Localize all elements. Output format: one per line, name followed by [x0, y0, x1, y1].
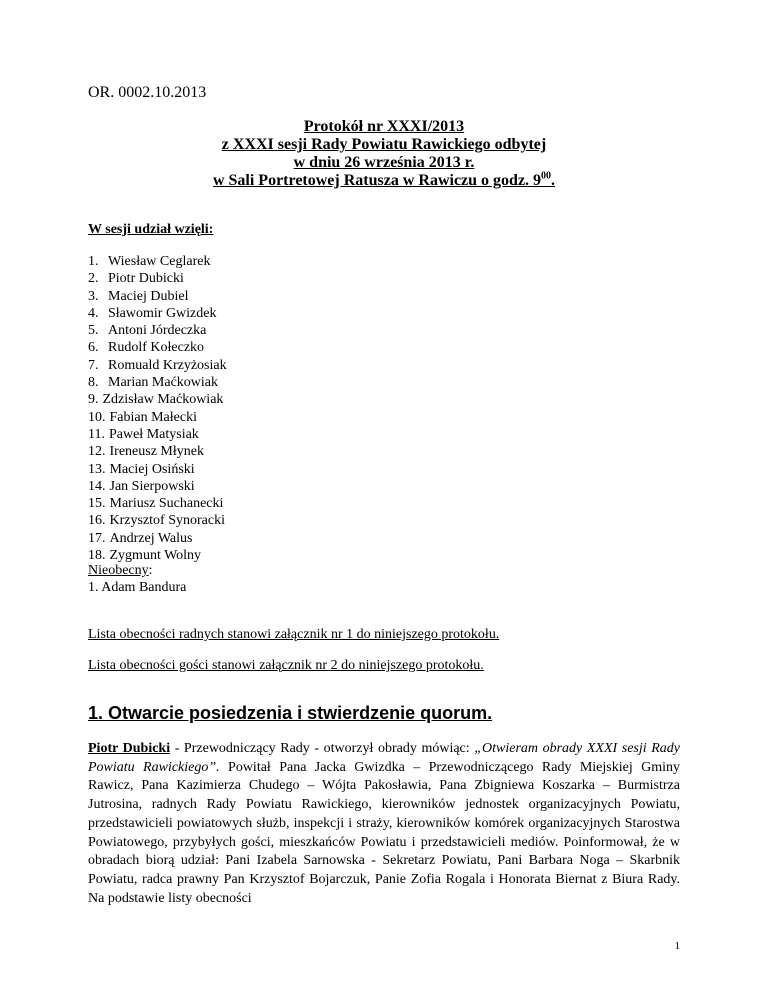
list-item: 14. Jan Sierpowski — [88, 478, 195, 494]
list-item: 10. Fabian Małecki — [88, 409, 197, 425]
list-item: 18. Zygmunt Wolny — [88, 548, 202, 564]
list-item: 13. Maciej Osiński — [88, 461, 195, 477]
opening-quote: „Otwieram obrady XXXI sesji Rady Powiatu Rawickiego”. — [88, 741, 680, 775]
title-line-4-end: . — [551, 172, 556, 189]
speaker-intro: - Przewodniczący Rady - otworzył obrady mówiąc: — [170, 741, 475, 756]
absent-member: 1. Adam Bandura — [88, 580, 187, 595]
page-number: 1 — [674, 940, 680, 952]
list-item: 3. Maciej Dubiel — [88, 288, 189, 304]
list-item: 11. Paweł Matysiak — [88, 426, 199, 442]
list-item: 17. Andrzej Walus — [88, 530, 193, 546]
absent-label-text: Nieobecny — [88, 563, 149, 578]
list-item: 2. Piotr Dubicki — [88, 271, 184, 287]
title-line-4 — [88, 172, 680, 190]
attachment-note-councillors: Lista obecności radnych stanowi załącznik nr 1 do niniejszego protokołu. — [88, 627, 500, 642]
list-item: 4. Sławomir Gwizdek — [88, 305, 217, 321]
list-item: 8. Marian Maćkowiak — [88, 375, 219, 391]
section-body-paragraph — [88, 740, 680, 908]
list-item: 16. Krzysztof Synoracki — [88, 513, 225, 529]
list-item: 6. Rudolf Kołeczko — [88, 340, 205, 356]
attendee-list — [88, 253, 227, 564]
list-item: 1. Wiesław Ceglarek — [88, 254, 211, 269]
attendance-heading: W sesji udział wzięli: — [88, 222, 214, 237]
list-item: 15. Mariusz Suchanecki — [88, 496, 224, 512]
absent-label: Nieobecny: — [88, 563, 153, 578]
protocol-title — [88, 118, 680, 190]
title-line-2: z XXXI sesji Rady Powiatu Rawickiego odbytej — [221, 136, 547, 153]
title-time-superscript: 00 — [541, 170, 552, 182]
title-line-3: w dniu 26 września 2013 r. — [293, 154, 475, 171]
title-line-1: Protokół nr XXXI/2013 — [303, 118, 465, 135]
paragraph-body: Powitał Pana Jacka Gwizdka – Przewodniczącego Rady Miejskiej Gminy Rawicz, Pana Kazimierza Chudego – Wójta Pakosławia, Pana Zbigniewa Koszarka – Burmistrza Jutrosina, radnych Rady Powiatu Rawickiego, kierowników jednostek organizacyjnych Powiatu, przedstawicieli powiatowych służb, inspekcji i straży, kierowników komórek organizacyjnych Starostwa Powiatowego, przybyłych gości, mieszkańców Powiatu i przedstawicieli mediów. Poinformował, że w obradach biorą udział: Pani Izabela Sarnowska - Sekretarz Powiatu, Pani Barbara Noga – Skarbnik Powiatu, radca prawny Pan Krzysztof Bojarczuk, Panie Zofia Rogala i Honorata Biernat z Biura Rady. Na podstawie listy obecności — [88, 759, 681, 906]
section-heading-opening: 1. Otwarcie posiedzenia i stwierdzenie quorum. — [88, 703, 493, 723]
list-item: 5. Antoni Jórdeczka — [88, 323, 207, 339]
list-item: 9. Zdzisław Maćkowiak — [88, 392, 224, 408]
speaker-name: Piotr Dubicki — [88, 741, 171, 756]
attachment-note-guests: Lista obecności gości stanowi załącznik nr 2 do niniejszego protokołu. — [88, 658, 484, 673]
document-reference-number: OR. 0002.10.2013 — [88, 84, 207, 101]
list-item: 12. Ireneusz Młynek — [88, 444, 204, 460]
title-line-4-text: w Sali Portretowej Ratusza w Rawiczu o godz. 9 — [212, 172, 542, 189]
list-item: 7. Romuald Krzyżosiak — [88, 357, 227, 373]
